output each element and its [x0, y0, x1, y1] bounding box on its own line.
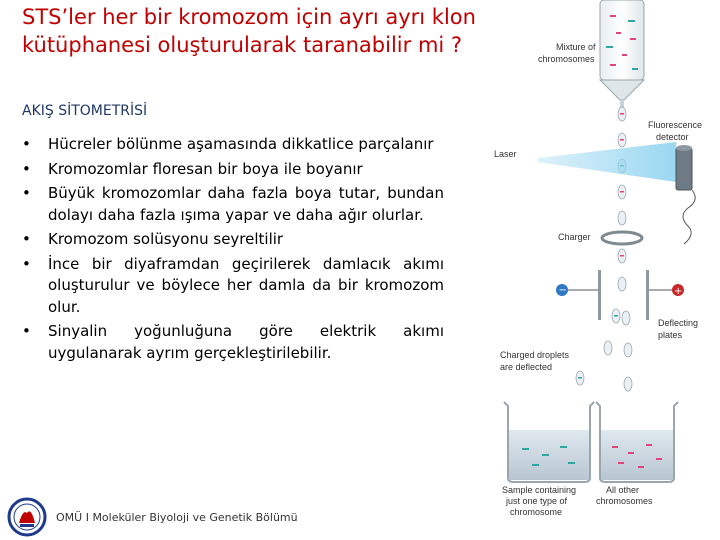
slide-title: STS’ler her bir kromozom için ayrı ayrı klon kütüphanesi oluşturularak taranabilir mi ? [22, 5, 476, 57]
bullet-item [22, 254, 444, 319]
charger-ring [602, 232, 642, 244]
plus-sign: + [674, 286, 683, 297]
bullet-text: Kromozom solüsyonu seyreltilir [48, 230, 284, 248]
bullet-list [22, 134, 444, 367]
charged-label-line2: are deflected [500, 362, 553, 372]
deflecting-label-line1: Deflecting [658, 318, 699, 328]
bullet-text: Büyük kromozomlar daha fazla boya tutar, bundan dolayı daha fazla ışıma yapar ve daha ağır olurlar. [48, 184, 444, 224]
mixture-label-line2: chromosomes [538, 54, 595, 64]
mixture-label-line1: Mixture of [556, 42, 596, 52]
charger-label: Charger [558, 232, 591, 242]
fluorescence-label-line1: Fluorescence [648, 120, 703, 130]
fluorescence-label-line2: detector [656, 132, 689, 142]
laser-beam [538, 142, 676, 182]
bullet-dot: • [22, 184, 31, 202]
charged-label-line1: Charged droplets [500, 350, 570, 360]
university-logo-icon [6, 497, 48, 537]
bullet-text: Kromozomlar floresan bir boya ile boyanır [48, 159, 363, 178]
bullet-dot: • [22, 159, 31, 178]
footer-text: OMÜ I Moleküler Biyoloji ve Genetik Bölümü [56, 511, 298, 524]
bullet-text: Hücreler bölünme aşamasında dikkatlice parçalanır [48, 135, 434, 153]
bullet-dot: • [22, 230, 31, 248]
bullet-dot: • [22, 322, 31, 340]
sample-label-line2: just one type of [506, 496, 568, 506]
bullet-item [22, 321, 444, 364]
deflecting-label-line2: plates [658, 330, 683, 340]
bullet-item [22, 183, 444, 226]
left-beaker [504, 402, 594, 482]
bullet-text: İnce bir diyaframdan geçirilerek damlacık akımı oluşturulur ve böylece her damla da bir kromozom olur. [48, 254, 444, 316]
sample-label-line1: Sample containing [502, 485, 577, 495]
right-beaker [596, 402, 678, 482]
bullet-item [22, 229, 444, 251]
section-heading: AKIŞ SİTOMETRİSİ [22, 103, 148, 119]
sample-label-line3: chromosome [510, 507, 563, 517]
bullet-dot: • [22, 135, 31, 153]
bullet-item [22, 134, 444, 156]
other-label-line1: All other [606, 485, 640, 495]
other-label-line2: chromosomes [596, 496, 653, 506]
fluorescence-detector [676, 145, 695, 244]
bullet-dot: • [22, 254, 31, 273]
bullet-text: Sinyalin yoğunluğuna göre elektrik akımı uygulanarak ayrım gerçekleştirilebilir. [48, 322, 444, 362]
flow-cytometry-diagram [488, 0, 720, 540]
laser-label: Laser [494, 149, 517, 159]
minus-sign: − [558, 285, 567, 296]
bullet-item [22, 159, 444, 181]
